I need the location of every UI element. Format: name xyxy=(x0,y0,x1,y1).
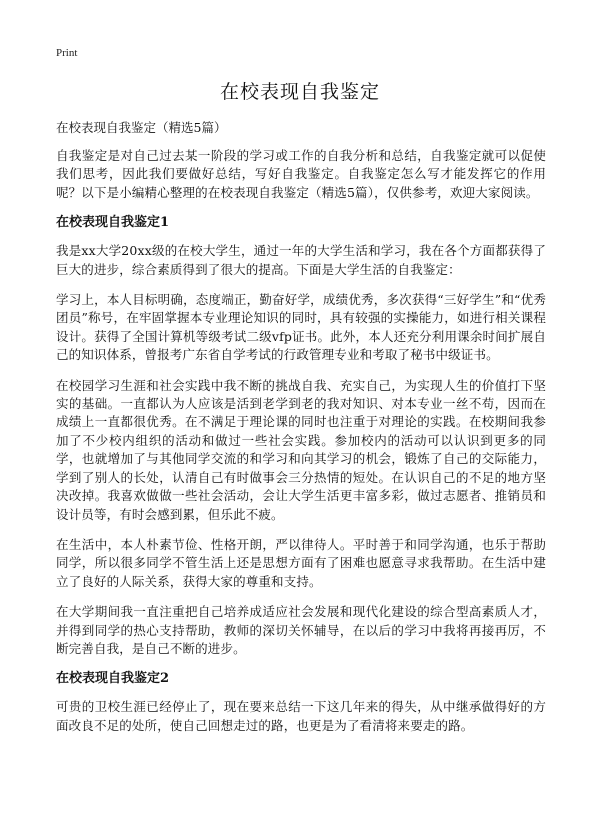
document-body xyxy=(56,119,546,747)
section-1-paragraph-3: 在校园学习生涯和社会实践中我不断的挑战自我、充实自己，为实现人生的价值打下坚实的基础。一直都认为人应该是活到老学到老的我对知识、对本专业一丝不苟，因而在成绩上一直都很优秀。在不满足于理论课的同时也注重于对理论的实践。在校期间我参加了不少校内组织的活动和做过一些社会实践。参加校内的活动可以认识到更多的同学，也就增加了与其他同学交流的和学习和向其学习的机会，锻炼了自己的交际能力，学到了别人的长处，认清自己有时做事会三分热情的短处。在认识自己的不足的地方坚决改掉。我喜欢做做一些社会活动，会让大学生活更丰富多彩，做过志愿者、推销员和设计员等，有时会感到累，但乐此不疲。 xyxy=(56,377,546,522)
section-1-heading: 在校表现自我鉴定1 xyxy=(56,215,170,231)
section-2-paragraph-1: 可贵的卫校生涯已经停止了，现在要来总结一下这几年来的得失，从中继承做得好的方面改良不足的处所，使自己回想走过的路，也更是为了看清将来要走的路。 xyxy=(56,699,546,733)
print-link[interactable]: Print xyxy=(56,47,78,59)
page-title: 在校表现自我鉴定 xyxy=(219,81,380,103)
intro-paragraph: 自我鉴定是对自己过去某一阶段的学习或工作的自我分析和总结，自我鉴定就可以促使我们思考，因此我们要做好总结，写好自我鉴定。自我鉴定怎么写才能发挥它的作用呢？以下是小编精心整理的在校表现自我鉴定（精选5篇），仅供参考，欢迎大家阅读。 xyxy=(56,148,546,200)
document-subtitle: 在校表现自我鉴定（精选5篇） xyxy=(56,120,227,135)
section-1-paragraph-2: 学习上，本人目标明确，态度端正，勤奋好学，成绩优秀，多次获得“三好学生”和“优秀团员”称号，在牢固掌握本专业理论知识的同时，具有较强的实操能力，如进行相关课程设计。获得了全国计算机等级考试二级vfp证书。此外，本人还充分利用课余时间扩展自己的知识体系，曾报考广东省自学考试的行政管理专业和考取了秘书中级证书。 xyxy=(56,292,546,363)
section-1-paragraph-1: 我是xx大学20xx级的在校大学生，通过一年的大学生活和学习，我在各个方面都获得了巨大的进步，综合素质得到了很大的提高。下面是大学生活的自我鉴定： xyxy=(56,243,546,277)
section-2-heading: 在校表现自我鉴定2 xyxy=(56,671,170,687)
section-1-paragraph-5: 在大学期间我一直注重把自己培养成适应社会发展和现代化建设的综合型高素质人才，并得到同学的热心支持帮助，教师的深切关怀辅导，在以后的学习中我将再接再厉，不断完善自我，是自己不断的进步。 xyxy=(56,604,546,656)
section-1-paragraph-4: 在生活中，本人朴素节俭、性格开朗，严以律待人。平时善于和同学沟通，也乐于帮助同学，所以很多同学不管生活上还是思想方面有了困难也愿意寻求我帮助。在生活中建立了良好的人际关系，获得大家的尊重和支持。 xyxy=(56,536,546,589)
